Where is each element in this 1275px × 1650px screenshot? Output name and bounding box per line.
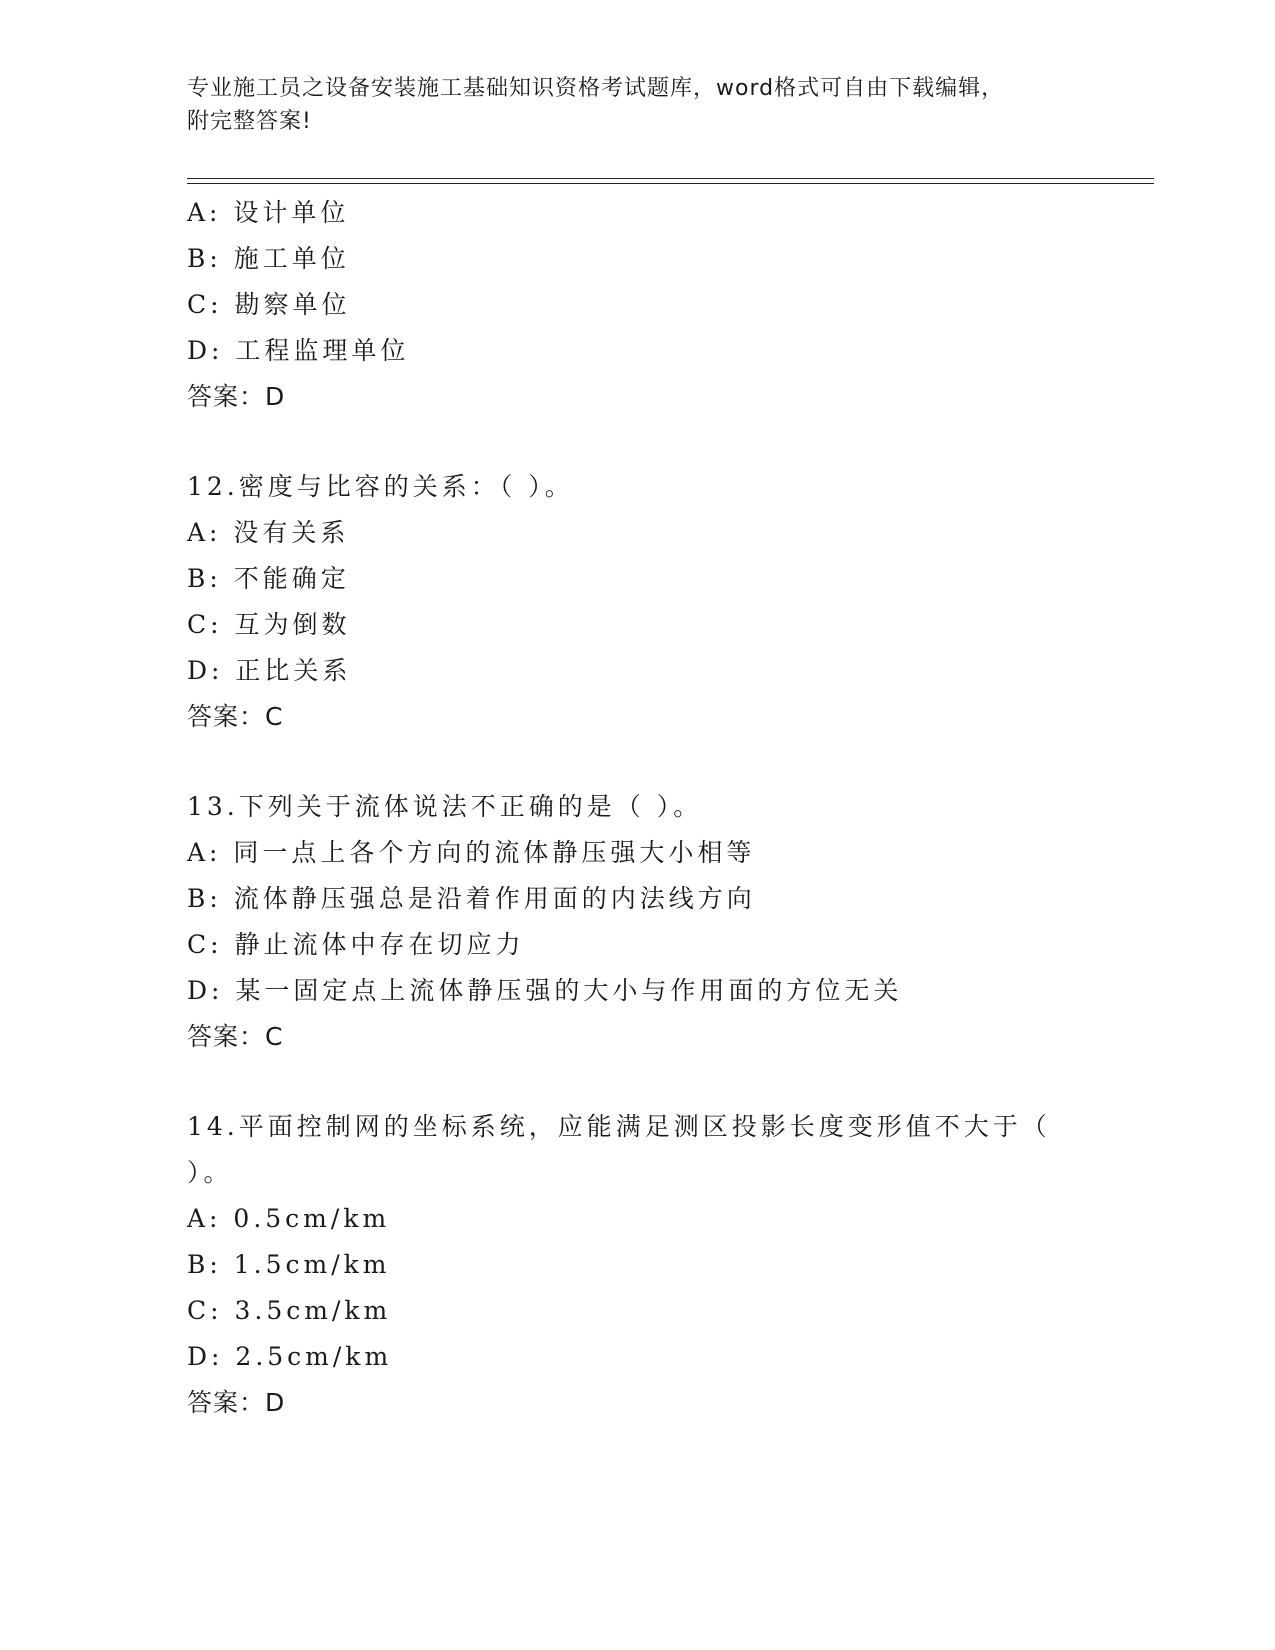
document-header: [187, 72, 1067, 138]
option-a: A: 没有关系: [187, 518, 350, 547]
question-stem-line-1: 14.平面控制网的坐标系统，应能满足测区投影长度变形值不大于（: [187, 1112, 1051, 1141]
option-b: B: 1.5cm/km: [187, 1250, 391, 1279]
option-a: A: 同一点上各个方向的流体静压强大小相等: [187, 838, 756, 867]
document-body: [187, 190, 1127, 1470]
question-13: [187, 784, 1127, 1060]
question-14: [187, 1104, 1127, 1426]
option-b: B: 施工单位: [187, 244, 350, 273]
option-d: D: 工程监理单位: [187, 336, 410, 365]
option-c: C: 静止流体中存在切应力: [187, 930, 525, 959]
option-a: A: 设计单位: [187, 198, 350, 227]
answer: 答案：C: [187, 702, 284, 731]
option-c: C: 3.5cm/km: [187, 1296, 392, 1325]
header-rule-top: [187, 178, 1154, 179]
option-b: B: 流体静压强总是沿着作用面的内法线方向: [187, 884, 756, 913]
answer: 答案：D: [187, 1388, 286, 1417]
answer: 答案：D: [187, 382, 286, 411]
question-stem: 12.密度与比容的关系：（ ）。: [187, 472, 574, 501]
answer: 答案：C: [187, 1022, 284, 1051]
option-d: D: 2.5cm/km: [187, 1342, 393, 1371]
header-line-1: 专业施工员之设备安装施工基础知识资格考试题库，word格式可自由下载编辑，: [187, 76, 1005, 101]
option-d: D: 某一固定点上流体静压强的大小与作用面的方位无关: [187, 976, 903, 1005]
header-line-2: 附完整答案!: [187, 109, 312, 134]
question-stem: 13.下列关于流体说法不正确的是（ ）。: [187, 792, 703, 821]
question-11: [187, 190, 1127, 420]
question-12: [187, 464, 1127, 740]
option-a: A: 0.5cm/km: [187, 1204, 391, 1233]
header-rule-bottom: [187, 183, 1154, 184]
option-c: C: 勘察单位: [187, 290, 351, 319]
question-stem-line-2: ）。: [187, 1158, 233, 1187]
option-b: B: 不能确定: [187, 564, 350, 593]
option-c: C: 互为倒数: [187, 610, 351, 639]
option-d: D: 正比关系: [187, 656, 352, 685]
